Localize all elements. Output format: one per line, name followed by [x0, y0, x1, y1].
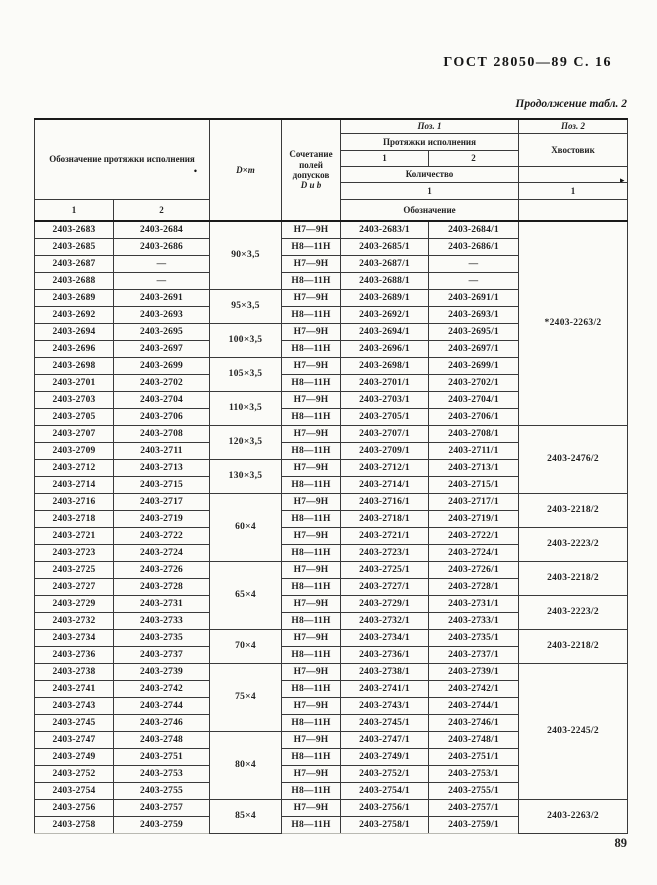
cell-shank-designation: *2403-2263/2: [519, 221, 628, 425]
cell-designation-exec1: 2403-2696: [35, 340, 114, 357]
cell-part-designation-2: —: [429, 272, 519, 289]
cell-part-designation-2: —: [429, 255, 519, 272]
cell-part-designation-2: 2403-2719/1: [429, 510, 519, 527]
cell-designation-exec2: 2403-2695: [114, 323, 210, 340]
cell-tolerance-combo: H8—11H: [282, 748, 341, 765]
cell-designation-exec1: 2403-2734: [35, 629, 114, 646]
cell-part-designation-1: 2403-2725/1: [341, 561, 429, 578]
cell-designation-exec2: 2403-2746: [114, 714, 210, 731]
table-caption: Продолжение табл. 2: [515, 98, 627, 110]
cell-designation-exec1: 2403-2758: [35, 816, 114, 833]
cell-designation-exec1: 2403-2687: [35, 255, 114, 272]
cell-part-designation-2: 2403-2726/1: [429, 561, 519, 578]
cell-part-designation-1: 2403-2689/1: [341, 289, 429, 306]
cell-dxm-size: 120×3,5: [210, 425, 282, 459]
cell-designation-exec1: 2403-2743: [35, 697, 114, 714]
cell-part-designation-1: 2403-2745/1: [341, 714, 429, 731]
cell-designation-exec2: 2403-2728: [114, 578, 210, 595]
cell-tolerance-combo: H7—9H: [282, 493, 341, 510]
cell-part-designation-1: 2403-2694/1: [341, 323, 429, 340]
cell-dxm-size: 85×4: [210, 799, 282, 833]
cell-part-designation-2: 2403-2686/1: [429, 238, 519, 255]
cell-designation-exec2: 2403-2731: [114, 595, 210, 612]
header-quantity-shank-value: 1: [519, 183, 628, 200]
cell-designation-exec1: 2403-2738: [35, 663, 114, 680]
cell-designation-exec1: 2403-2707: [35, 425, 114, 442]
cell-tolerance-combo: H8—11H: [282, 782, 341, 799]
header-pos2: Поз. 2: [519, 119, 628, 134]
cell-designation-exec1: 2403-2752: [35, 765, 114, 782]
header-tolerance-line1: Сочетание полей допусков: [289, 149, 333, 180]
cell-tolerance-combo: H7—9H: [282, 629, 341, 646]
header-pos1: Поз. 1: [341, 119, 519, 134]
cell-designation-exec2: 2403-2699: [114, 357, 210, 374]
cell-shank-designation: 2403-2223/2: [519, 595, 628, 629]
cell-designation-exec2: 2403-2759: [114, 816, 210, 833]
cell-designation-exec2: 2403-2686: [114, 238, 210, 255]
cell-part-designation-2: 2403-2733/1: [429, 612, 519, 629]
cell-designation-exec1: 2403-2689: [35, 289, 114, 306]
cell-designation-exec2: 2403-2693: [114, 306, 210, 323]
cell-designation-exec2: 2403-2724: [114, 544, 210, 561]
cell-tolerance-combo: H8—11H: [282, 544, 341, 561]
cell-part-designation-1: 2403-2705/1: [341, 408, 429, 425]
cell-dxm-size: 75×4: [210, 663, 282, 731]
cell-designation-exec1: 2403-2712: [35, 459, 114, 476]
cell-designation-exec2: 2403-2708: [114, 425, 210, 442]
cell-tolerance-combo: H7—9H: [282, 697, 341, 714]
cell-part-designation-1: 2403-2716/1: [341, 493, 429, 510]
cell-designation-exec2: 2403-2753: [114, 765, 210, 782]
cell-part-designation-1: 2403-2703/1: [341, 391, 429, 408]
cell-designation-exec2: 2403-2702: [114, 374, 210, 391]
cell-designation-exec1: 2403-2741: [35, 680, 114, 697]
cell-part-designation-1: 2403-2692/1: [341, 306, 429, 323]
cell-part-designation-2: 2403-2691/1: [429, 289, 519, 306]
cell-tolerance-combo: H7—9H: [282, 289, 341, 306]
cell-designation-exec2: 2403-2704: [114, 391, 210, 408]
header-execution-2: 2: [429, 151, 519, 167]
cell-part-designation-2: 2403-2711/1: [429, 442, 519, 459]
cell-designation-exec2: 2403-2751: [114, 748, 210, 765]
table-row: [35, 527, 628, 544]
table-row: [35, 561, 628, 578]
cell-tolerance-combo: H7—9H: [282, 323, 341, 340]
table-row: [35, 595, 628, 612]
cell-designation-exec2: 2403-2717: [114, 493, 210, 510]
cell-shank-designation: 2403-2245/2: [519, 663, 628, 799]
cell-designation-exec2: 2403-2697: [114, 340, 210, 357]
footnote-marker: •: [193, 166, 197, 176]
table-row: [35, 663, 628, 680]
cell-part-designation-1: 2403-2721/1: [341, 527, 429, 544]
table-row: [35, 425, 628, 442]
cell-dxm-size: 65×4: [210, 561, 282, 629]
cell-designation-exec2: 2403-2757: [114, 799, 210, 816]
cell-part-designation-1: 2403-2718/1: [341, 510, 429, 527]
header-designation-row: Обозначение: [341, 200, 519, 222]
cell-designation-exec1: 2403-2692: [35, 306, 114, 323]
cell-part-designation-1: 2403-2712/1: [341, 459, 429, 476]
cell-tolerance-combo: H8—11H: [282, 680, 341, 697]
cell-part-designation-1: 2403-2687/1: [341, 255, 429, 272]
cell-part-designation-2: 2403-2757/1: [429, 799, 519, 816]
cell-tolerance-combo: H7—9H: [282, 425, 341, 442]
cell-part-designation-2: 2403-2699/1: [429, 357, 519, 374]
cell-tolerance-combo: H8—11H: [282, 578, 341, 595]
cell-tolerance-combo: H8—11H: [282, 646, 341, 663]
cell-designation-exec1: 2403-2749: [35, 748, 114, 765]
cell-dxm-size: 95×3,5: [210, 289, 282, 323]
cell-part-designation-2: 2403-2737/1: [429, 646, 519, 663]
document-header: ГОСТ 28050—89 С. 16: [443, 55, 612, 70]
header-tolerance-combination: [282, 119, 341, 221]
cell-tolerance-combo: H7—9H: [282, 561, 341, 578]
cell-part-designation-1: 2403-2709/1: [341, 442, 429, 459]
cell-part-designation-2: 2403-2715/1: [429, 476, 519, 493]
cell-part-designation-1: 2403-2701/1: [341, 374, 429, 391]
cell-part-designation-1: 2403-2727/1: [341, 578, 429, 595]
cell-designation-exec2: 2403-2719: [114, 510, 210, 527]
table-row: [35, 221, 628, 238]
cell-part-designation-2: 2403-2753/1: [429, 765, 519, 782]
cell-designation-exec2: 2403-2742: [114, 680, 210, 697]
cell-part-designation-2: 2403-2735/1: [429, 629, 519, 646]
header-col1-number: 1: [35, 200, 114, 222]
cell-tolerance-combo: H8—11H: [282, 238, 341, 255]
cell-designation-exec2: 2403-2733: [114, 612, 210, 629]
cell-designation-exec1: 2403-2723: [35, 544, 114, 561]
cell-designation-exec2: 2403-2711: [114, 442, 210, 459]
cell-part-designation-1: 2403-2723/1: [341, 544, 429, 561]
cell-tolerance-combo: H7—9H: [282, 255, 341, 272]
cell-designation-exec1: 2403-2683: [35, 221, 114, 238]
cell-part-designation-1: 2403-2732/1: [341, 612, 429, 629]
cell-designation-exec1: 2403-2716: [35, 493, 114, 510]
cell-tolerance-combo: H7—9H: [282, 765, 341, 782]
cell-designation-exec2: 2403-2755: [114, 782, 210, 799]
table-header: [35, 119, 628, 221]
cell-dxm-size: 110×3,5: [210, 391, 282, 425]
cell-tolerance-combo: H8—11H: [282, 442, 341, 459]
cell-designation-exec1: 2403-2709: [35, 442, 114, 459]
cell-dxm-size: 105×3,5: [210, 357, 282, 391]
cell-tolerance-combo: H7—9H: [282, 595, 341, 612]
cell-tolerance-combo: H8—11H: [282, 374, 341, 391]
cell-part-designation-2: 2403-2708/1: [429, 425, 519, 442]
cell-designation-exec1: 2403-2725: [35, 561, 114, 578]
header-designation-shank-blank: [519, 200, 628, 222]
cell-designation-exec2: 2403-2748: [114, 731, 210, 748]
cell-designation-exec1: 2403-2694: [35, 323, 114, 340]
cell-designation-exec1: 2403-2685: [35, 238, 114, 255]
cell-part-designation-2: 2403-2739/1: [429, 663, 519, 680]
cell-tolerance-combo: H8—11H: [282, 714, 341, 731]
cell-designation-exec2: 2403-2691: [114, 289, 210, 306]
header-tolerance-line2: D и b: [300, 180, 322, 191]
cell-tolerance-combo: H7—9H: [282, 391, 341, 408]
cell-designation-exec1: 2403-2756: [35, 799, 114, 816]
cell-part-designation-2: 2403-2722/1: [429, 527, 519, 544]
cell-part-designation-1: 2403-2738/1: [341, 663, 429, 680]
header-execution-1: 1: [341, 151, 429, 167]
cell-shank-designation: 2403-2223/2: [519, 527, 628, 561]
cell-shank-designation: 2403-2263/2: [519, 799, 628, 833]
cell-part-designation-1: 2403-2729/1: [341, 595, 429, 612]
cell-designation-exec2: 2403-2744: [114, 697, 210, 714]
cell-part-designation-1: 2403-2707/1: [341, 425, 429, 442]
cell-part-designation-2: 2403-2684/1: [429, 221, 519, 238]
cell-part-designation-2: 2403-2695/1: [429, 323, 519, 340]
cell-designation-exec1: 2403-2688: [35, 272, 114, 289]
cell-dxm-size: 90×3,5: [210, 221, 282, 289]
cell-designation-exec2: 2403-2684: [114, 221, 210, 238]
cell-designation-exec1: 2403-2714: [35, 476, 114, 493]
cell-dxm-size: 70×4: [210, 629, 282, 663]
cell-designation-exec2: 2403-2739: [114, 663, 210, 680]
table-row: [35, 493, 628, 510]
cell-designation-exec2: —: [114, 255, 210, 272]
cell-shank-designation: 2403-2218/2: [519, 493, 628, 527]
cell-part-designation-2: 2403-2751/1: [429, 748, 519, 765]
cell-tolerance-combo: H8—11H: [282, 476, 341, 493]
cell-part-designation-1: 2403-2747/1: [341, 731, 429, 748]
cell-part-designation-1: 2403-2752/1: [341, 765, 429, 782]
continuation-table: [34, 118, 628, 834]
cell-part-designation-2: 2403-2742/1: [429, 680, 519, 697]
header-designation-broach: [35, 119, 210, 200]
cell-part-designation-2: 2403-2697/1: [429, 340, 519, 357]
cell-designation-exec1: 2403-2745: [35, 714, 114, 731]
cell-tolerance-combo: H8—11H: [282, 612, 341, 629]
cell-designation-exec1: 2403-2732: [35, 612, 114, 629]
cell-designation-exec1: 2403-2705: [35, 408, 114, 425]
header-quantity-shank-blank: [519, 167, 628, 183]
cell-tolerance-combo: H8—11H: [282, 816, 341, 833]
cell-tolerance-combo: H7—9H: [282, 663, 341, 680]
cell-tolerance-combo: H7—9H: [282, 357, 341, 374]
cell-shank-designation: 2403-2218/2: [519, 561, 628, 595]
cell-designation-exec1: 2403-2721: [35, 527, 114, 544]
header-designation-broach-label: Обозначение протяжки исполнения: [49, 154, 195, 165]
cell-designation-exec2: 2403-2706: [114, 408, 210, 425]
cell-part-designation-2: 2403-2748/1: [429, 731, 519, 748]
header-quantity: Количество: [341, 167, 519, 183]
cell-part-designation-1: 2403-2736/1: [341, 646, 429, 663]
cell-tolerance-combo: H8—11H: [282, 340, 341, 357]
cell-shank-designation: 2403-2476/2: [519, 425, 628, 493]
cell-designation-exec2: 2403-2735: [114, 629, 210, 646]
cell-designation-exec2: 2403-2713: [114, 459, 210, 476]
header-dxm: D×m: [210, 119, 282, 221]
page-number: 89: [614, 836, 627, 850]
cell-tolerance-combo: H7—9H: [282, 731, 341, 748]
cell-designation-exec2: 2403-2737: [114, 646, 210, 663]
cell-part-designation-1: 2403-2743/1: [341, 697, 429, 714]
cell-part-designation-1: 2403-2714/1: [341, 476, 429, 493]
cell-part-designation-2: 2403-2724/1: [429, 544, 519, 561]
header-quantity-exec-value: 1: [341, 183, 519, 200]
cell-part-designation-2: 2403-2744/1: [429, 697, 519, 714]
header-col2-number: 2: [114, 200, 210, 222]
table-row: [35, 799, 628, 816]
cell-shank-designation: 2403-2218/2: [519, 629, 628, 663]
cell-designation-exec1: 2403-2701: [35, 374, 114, 391]
table-row: [35, 629, 628, 646]
cell-part-designation-2: 2403-2704/1: [429, 391, 519, 408]
cell-part-designation-1: 2403-2696/1: [341, 340, 429, 357]
cell-designation-exec1: 2403-2747: [35, 731, 114, 748]
header-shank: Хвостовик: [519, 134, 628, 167]
cell-designation-exec1: 2403-2729: [35, 595, 114, 612]
cell-part-designation-1: 2403-2749/1: [341, 748, 429, 765]
cell-designation-exec1: 2403-2736: [35, 646, 114, 663]
cell-designation-exec2: 2403-2726: [114, 561, 210, 578]
cell-designation-exec2: 2403-2715: [114, 476, 210, 493]
cell-part-designation-2: 2403-2713/1: [429, 459, 519, 476]
cell-designation-exec1: 2403-2727: [35, 578, 114, 595]
cell-part-designation-2: 2403-2706/1: [429, 408, 519, 425]
header-broach-execution: Протяжки исполнения: [341, 134, 519, 151]
cell-part-designation-1: 2403-2685/1: [341, 238, 429, 255]
margin-arrow-marker: ▸: [620, 175, 625, 185]
cell-tolerance-combo: H8—11H: [282, 408, 341, 425]
cell-designation-exec2: 2403-2722: [114, 527, 210, 544]
cell-dxm-size: 100×3,5: [210, 323, 282, 357]
cell-part-designation-1: 2403-2688/1: [341, 272, 429, 289]
cell-tolerance-combo: H7—9H: [282, 527, 341, 544]
cell-part-designation-2: 2403-2693/1: [429, 306, 519, 323]
cell-designation-exec2: —: [114, 272, 210, 289]
cell-tolerance-combo: H8—11H: [282, 510, 341, 527]
cell-dxm-size: 80×4: [210, 731, 282, 799]
cell-part-designation-2: 2403-2746/1: [429, 714, 519, 731]
cell-designation-exec1: 2403-2718: [35, 510, 114, 527]
cell-part-designation-1: 2403-2758/1: [341, 816, 429, 833]
cell-dxm-size: 60×4: [210, 493, 282, 561]
cell-designation-exec1: 2403-2754: [35, 782, 114, 799]
cell-tolerance-combo: H8—11H: [282, 272, 341, 289]
cell-part-designation-1: 2403-2754/1: [341, 782, 429, 799]
cell-part-designation-1: 2403-2741/1: [341, 680, 429, 697]
cell-part-designation-2: 2403-2731/1: [429, 595, 519, 612]
cell-part-designation-2: 2403-2717/1: [429, 493, 519, 510]
cell-tolerance-combo: H7—9H: [282, 799, 341, 816]
table-body: [35, 221, 628, 833]
cell-tolerance-combo: H8—11H: [282, 306, 341, 323]
cell-part-designation-2: 2403-2728/1: [429, 578, 519, 595]
cell-tolerance-combo: H7—9H: [282, 221, 341, 238]
cell-part-designation-2: 2403-2702/1: [429, 374, 519, 391]
cell-designation-exec1: 2403-2698: [35, 357, 114, 374]
cell-part-designation-2: 2403-2755/1: [429, 782, 519, 799]
cell-part-designation-1: 2403-2698/1: [341, 357, 429, 374]
cell-designation-exec1: 2403-2703: [35, 391, 114, 408]
cell-dxm-size: 130×3,5: [210, 459, 282, 493]
cell-tolerance-combo: H7—9H: [282, 459, 341, 476]
cell-part-designation-1: 2403-2683/1: [341, 221, 429, 238]
cell-part-designation-1: 2403-2756/1: [341, 799, 429, 816]
cell-part-designation-1: 2403-2734/1: [341, 629, 429, 646]
cell-part-designation-2: 2403-2759/1: [429, 816, 519, 833]
